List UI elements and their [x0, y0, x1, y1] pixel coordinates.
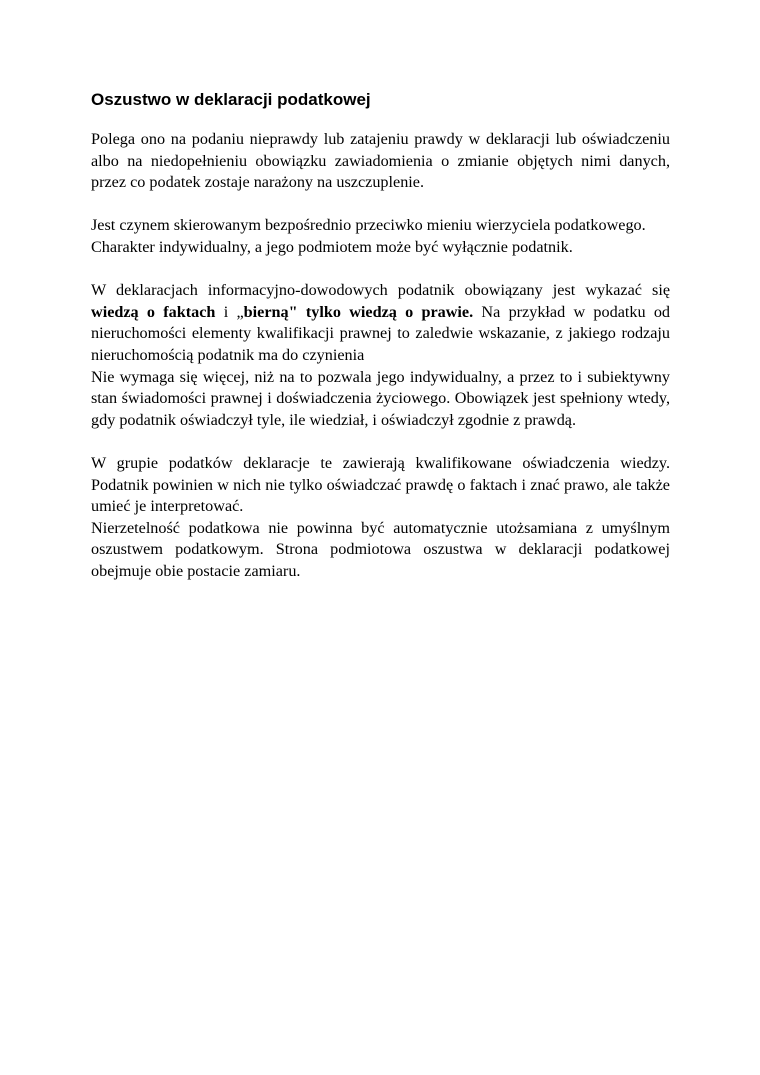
- paragraph-spacer: [91, 259, 670, 281]
- text-segment: W deklaracjach informacyjno-dowodowych podatnik obowiązany jest wykazać się: [91, 281, 670, 300]
- paragraph-spacer: [91, 194, 670, 216]
- paragraph-subject: Charakter indywidualny, a jego podmiotem może być wyłącznie podatnik.: [91, 237, 573, 256]
- text-segment: i „: [215, 302, 244, 321]
- paragraph-object: Jest czynem skierowanym bezpośrednio przeciwko mieniu wierzyciela podatkowego.: [91, 216, 646, 235]
- text-segment: Na przykład w podatku od nieruchomości elementy kwalifikacji prawnej to zaledwie wskazanie, z jakiego rodzaju nieruchomością podatnik ma do czynienia: [91, 302, 671, 364]
- paragraph-requirements: Nie wymaga się więcej, niż na to pozwala jego indywidualny, a przez to i subiektywny stan świadomości prawnej i doświadczenia życiowego. Obowiązek jest spełniony wtedy, gdy podatnik oświadczył tyle, ile wiedział, i oświadczył zgodnie z prawdą.: [91, 367, 670, 429]
- paragraph-unreliability: Nierzetelność podatkowa nie powinna być automatycznie utożsamiana z umyślnym oszustwem podatkowym. Strona podmiotowa oszustwa w deklaracji podatkowej obejmuje obie postacie zamiaru.: [91, 518, 670, 580]
- bold-phrase-passive-knowledge-of-law: bierną" tylko wiedzą o prawie.: [243, 302, 474, 321]
- document-page: [91, 88, 670, 582]
- paragraph-informative-declarations: [91, 280, 670, 366]
- paragraph-definition: Polega ono na podaniu nieprawdy lub zatajeniu prawdy w deklaracji lub oświadczeniu albo na niedopełnieniu obowiązku zawiadomienia o zmianie objętych nimi danych, przez co podatek zostaje narażony na uszczuplenie.: [91, 130, 670, 192]
- bold-phrase-knowledge-of-facts: wiedzą o faktach: [91, 302, 216, 321]
- document-title: Oszustwo w deklaracji podatkowej: [91, 90, 371, 109]
- paragraph-spacer: [91, 431, 670, 453]
- paragraph-qualified-declarations: W grupie podatków deklaracje te zawierają kwalifikowane oświadczenia wiedzy. Podatnik powinien w nich nie tylko oświadczać prawdę o faktach i znać prawo, ale także umieć je interpretować.: [91, 453, 670, 516]
